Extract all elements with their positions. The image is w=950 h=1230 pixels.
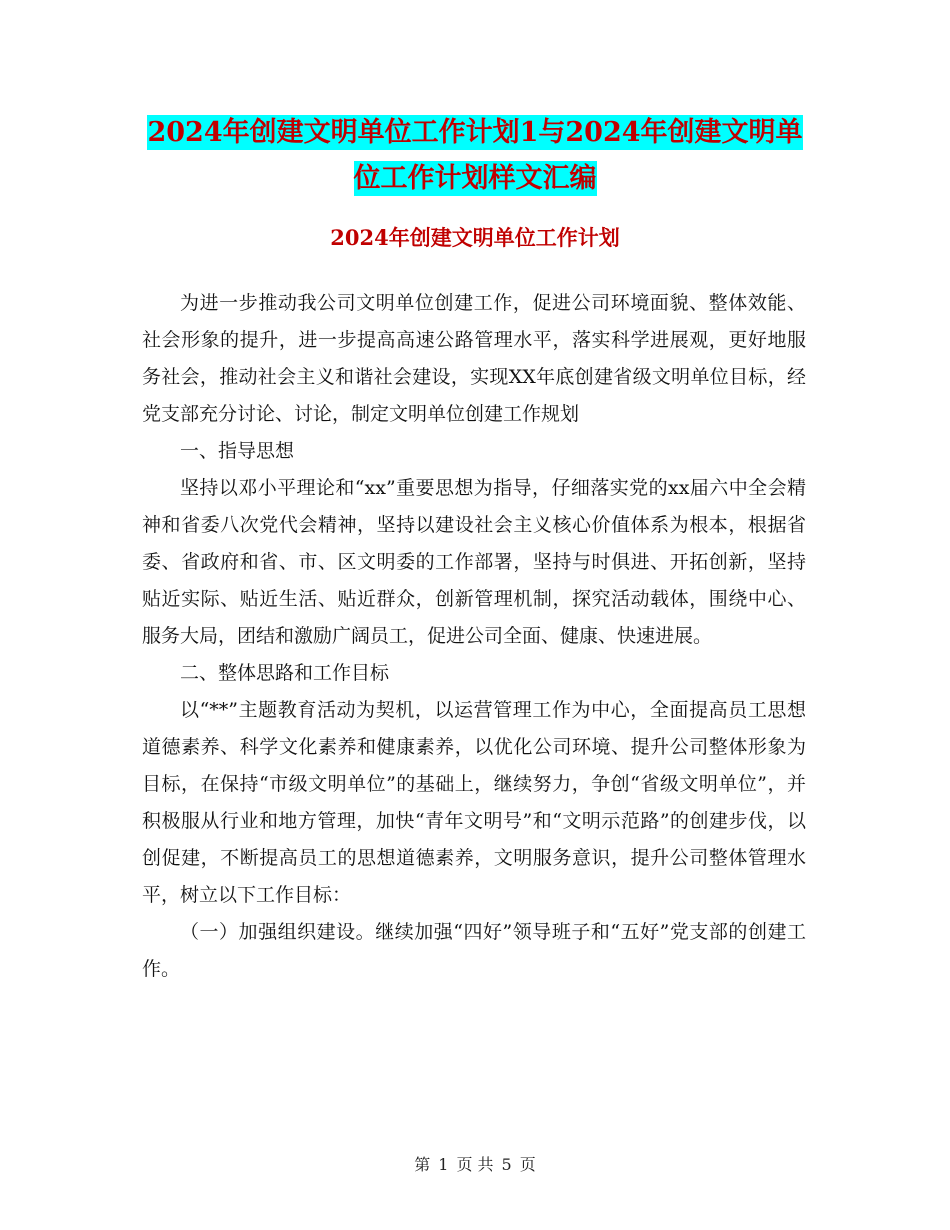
document-title <box>140 110 810 202</box>
section-title: 2024年创建文明单位工作计划 <box>330 225 620 250</box>
page-total: 5 <box>501 1155 512 1174</box>
paragraph-intro: 为进一步推动我公司文明单位创建工作，促进公司环境面貌、整体效能、社会形象的提升，进一步提高高速公路管理水平，落实科学进展观，更好地服务社会，推动社会主义和谐社会建设，实现XX年底创建省级文明单位目标，经党支部充分讨论、讨论，制定文明单位创建工作规划 <box>142 292 806 425</box>
heading-guiding-thought: 一、指导思想 <box>180 440 295 462</box>
title-line-1: 2024年创建文明单位工作计划1与2024年创建文明单 <box>147 117 803 148</box>
heading-overall-approach: 二、整体思路和工作目标 <box>180 662 390 684</box>
document-body <box>142 285 806 988</box>
page-prefix: 第 <box>414 1155 431 1174</box>
page-number: 1 <box>438 1155 449 1174</box>
paragraph-overall-approach: 以“**”主题教育活动为契机，以运营管理工作为中心，全面提高员工思想道德素养、科学文化素养和健康素养，以优化公司环境、提升公司整体形象为目标，在保持“市级文明单位”的基础上，继续努力，争创“省级文明单位”，并积极服从行业和地方管理，加快“青年文明号”和“文明示范路”的创建步伐，以创促建，不断提高员工的思想道德素养，文明服务意识，提升公司整体管理水平，树立以下工作目标： <box>142 699 806 906</box>
page-suffix: 页 <box>519 1155 536 1174</box>
paragraph-organization: （一）加强组织建设。继续加强“四好”领导班子和“五好”党支部的创建工作。 <box>142 921 806 980</box>
paragraph-guiding-thought: 坚持以邓小平理论和“xx”重要思想为指导，仔细落实党的xx届六中全会精神和省委八次党代会精神，坚持以建设社会主义核心价值体系为根本，根据省委、省政府和省、市、区文明委的工作部署，坚持与时俱进、开拓创新，坚持贴近实际、贴近生活、贴近群众，创新管理机制，探究活动载体，围绕中心、服务大局，团结和激励广阔员工，促进公司全面、健康、快速进展。 <box>142 477 806 647</box>
title-line-2: 位工作计划样文汇编 <box>353 163 597 194</box>
page-middle: 页 共 <box>456 1155 494 1174</box>
page-footer <box>0 1152 950 1175</box>
